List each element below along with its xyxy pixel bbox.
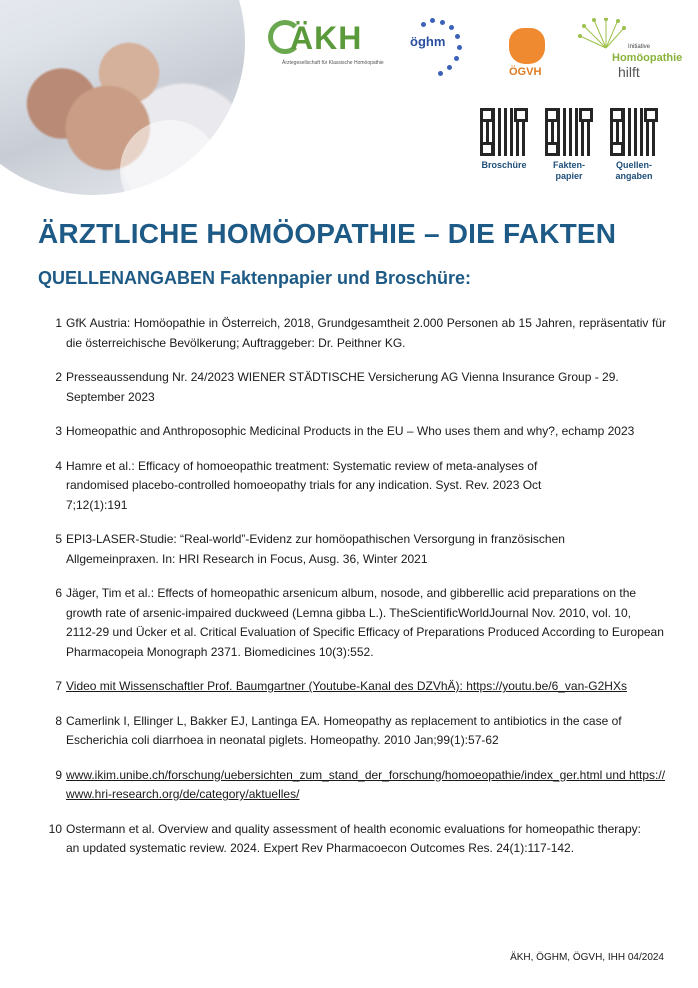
qr-code-icon <box>610 108 658 156</box>
reference-text: GfK Austria: Homöopathie in Österreich, 2018, Grundgesamtheit 2.000 Personen ab 15 Jahren, repräsentativ für die österreichische Bevölkerung; Auftraggeber: Dr. Peithner KG. <box>66 316 666 350</box>
qr-quellenangaben[interactable] <box>604 108 664 182</box>
oghm-dot-icon <box>455 34 460 39</box>
reference-text: Presseaussendung Nr. 24/2023 WIENER STÄDTISCHE Versicherung AG Vienna Insurance Group - 29. September 2023 <box>66 370 619 404</box>
reference-item <box>46 368 666 407</box>
qr-label: Fakten- papier <box>552 160 585 181</box>
reference-number: 6 <box>55 586 62 600</box>
qr-faktenpapier[interactable] <box>539 108 599 182</box>
reference-number: 4 <box>55 458 62 473</box>
qr-broschuere[interactable] <box>474 108 534 171</box>
oghm-logo-text: öghm <box>410 34 446 49</box>
reference-text: Ostermann et al. Overview and quality assessment of health economic evaluations for homeopathic therapy: an updated systematic review. 2024. Expert Rev Pharmacoecon Outcomes Res. 24(1):117-142. <box>66 821 641 855</box>
reference-text: Homeopathic and Anthroposophic Medicinal Products in the EU – Who uses them and why?, echamp 2023 <box>66 424 635 438</box>
reference-number: 2 <box>55 370 62 384</box>
oghm-dot-icon <box>438 71 443 76</box>
reference-number: 10 <box>48 821 62 836</box>
reference-text: EPI3-LASER-Studie: “Real-world”-Evidenz zur homöopathischen Versorgung in französischen Allgemeinpraxen. In: HRI Research in Focus, Ausg. 36, Winter 2021 <box>66 532 565 566</box>
page-title: ÄRZTLICHE HOMÖOPATHIE – DIE FAKTEN <box>38 218 617 249</box>
qr-code-icon <box>480 108 528 156</box>
reference-text: Hamre et al.: Efficacy of homoeopathic treatment: Systematic review of meta-analyses of randomised placebo-controlled homoeopathy trials for any indication. Syst. Rev. 2023 Oct 7;12(1):191 <box>66 458 542 512</box>
reference-item <box>46 422 666 442</box>
ogvh-logo-text: ÖGVH <box>509 66 542 78</box>
reference-number: 7 <box>55 679 62 693</box>
reference-item[interactable] <box>46 766 666 805</box>
reference-list <box>46 314 666 874</box>
oghm-dot-icon <box>421 22 426 27</box>
ihh-logo-line1: Initiative <box>628 44 651 50</box>
ihh-logo-line3: hilft <box>618 64 640 80</box>
qr-label: Broschüre <box>481 160 527 170</box>
reference-number: 1 <box>55 316 62 330</box>
reference-text: Jäger, Tim et al.: Effects of homeopathic arsenicum album, nosode, and gibberellic acid preparations on the growth rate of arsenic-impaired duckweed (Lemna gibba L.). TheScientificWorldJournal Nov. 2010, vol. 10, 2112-29 und Ücker et al. Critical Evaluation of Specific Efficacy of Preparations Produced According to European Pharmacopeia Monograph 2371. Biomedicines 10(3):552. <box>66 586 664 659</box>
page-subtitle: QUELLENANGABEN Faktenpapier und Broschüre: <box>38 268 472 288</box>
oghm-dot-icon <box>440 20 445 25</box>
video-link[interactable]: Video mit Wissenschaftler Prof. Baumgartner (Youtube-Kanal des DZVhÄ): https://youtu.be/6_van-G2HXs <box>66 679 627 693</box>
reference-item <box>46 314 666 353</box>
qr-label: Quellen- angaben <box>615 160 653 181</box>
reference-text: Camerlink I, Ellinger L, Bakker EJ, Lantinga EA. Homeopathy as replacement to antibiotics in the case of Escherichia coli diarrhoea in neonatal piglets. Homeopathy. 2010 Jan;99(1):57-62 <box>66 713 622 747</box>
ogvh-logo[interactable] <box>505 18 551 80</box>
reference-item <box>46 584 666 662</box>
oghm-dot-icon <box>430 18 435 23</box>
reference-number: 3 <box>55 424 62 438</box>
oghm-dot-icon <box>454 56 459 61</box>
reference-number: 9 <box>55 767 62 782</box>
oghm-logo[interactable] <box>408 18 470 78</box>
reference-item <box>46 530 666 569</box>
footer-credit: ÄKH, ÖGHM, ÖGVH, IHH 04/2024 <box>510 952 664 963</box>
oghm-dot-icon <box>447 65 452 70</box>
reference-item <box>46 820 666 859</box>
header-photo <box>0 0 250 195</box>
reference-item[interactable] <box>46 677 666 697</box>
web-links[interactable]: www.ikim.unibe.ch/forschung/uebersichten_zum_stand_der_forschung/homoeopathie/index_ger.html und https://www.hri-research.org/de/category/aktuelles/ <box>66 767 666 801</box>
reference-number: 5 <box>55 532 62 546</box>
reference-item <box>46 712 666 751</box>
reference-number: 8 <box>55 713 62 728</box>
oghm-dot-icon <box>449 25 454 30</box>
akh-logo[interactable] <box>268 18 384 70</box>
paw-hand-icon <box>509 28 545 64</box>
qr-code-icon <box>545 108 593 156</box>
akh-logo-text: ÄKH <box>290 20 363 56</box>
ihh-logo[interactable] <box>572 18 683 82</box>
oghm-dot-icon <box>457 45 462 50</box>
ihh-logo-line2: Homöopathie <box>612 52 683 64</box>
reference-item <box>46 457 666 516</box>
akh-logo-subtitle: Ärztegesellschaft für Klassische Homöopathie <box>282 60 384 66</box>
